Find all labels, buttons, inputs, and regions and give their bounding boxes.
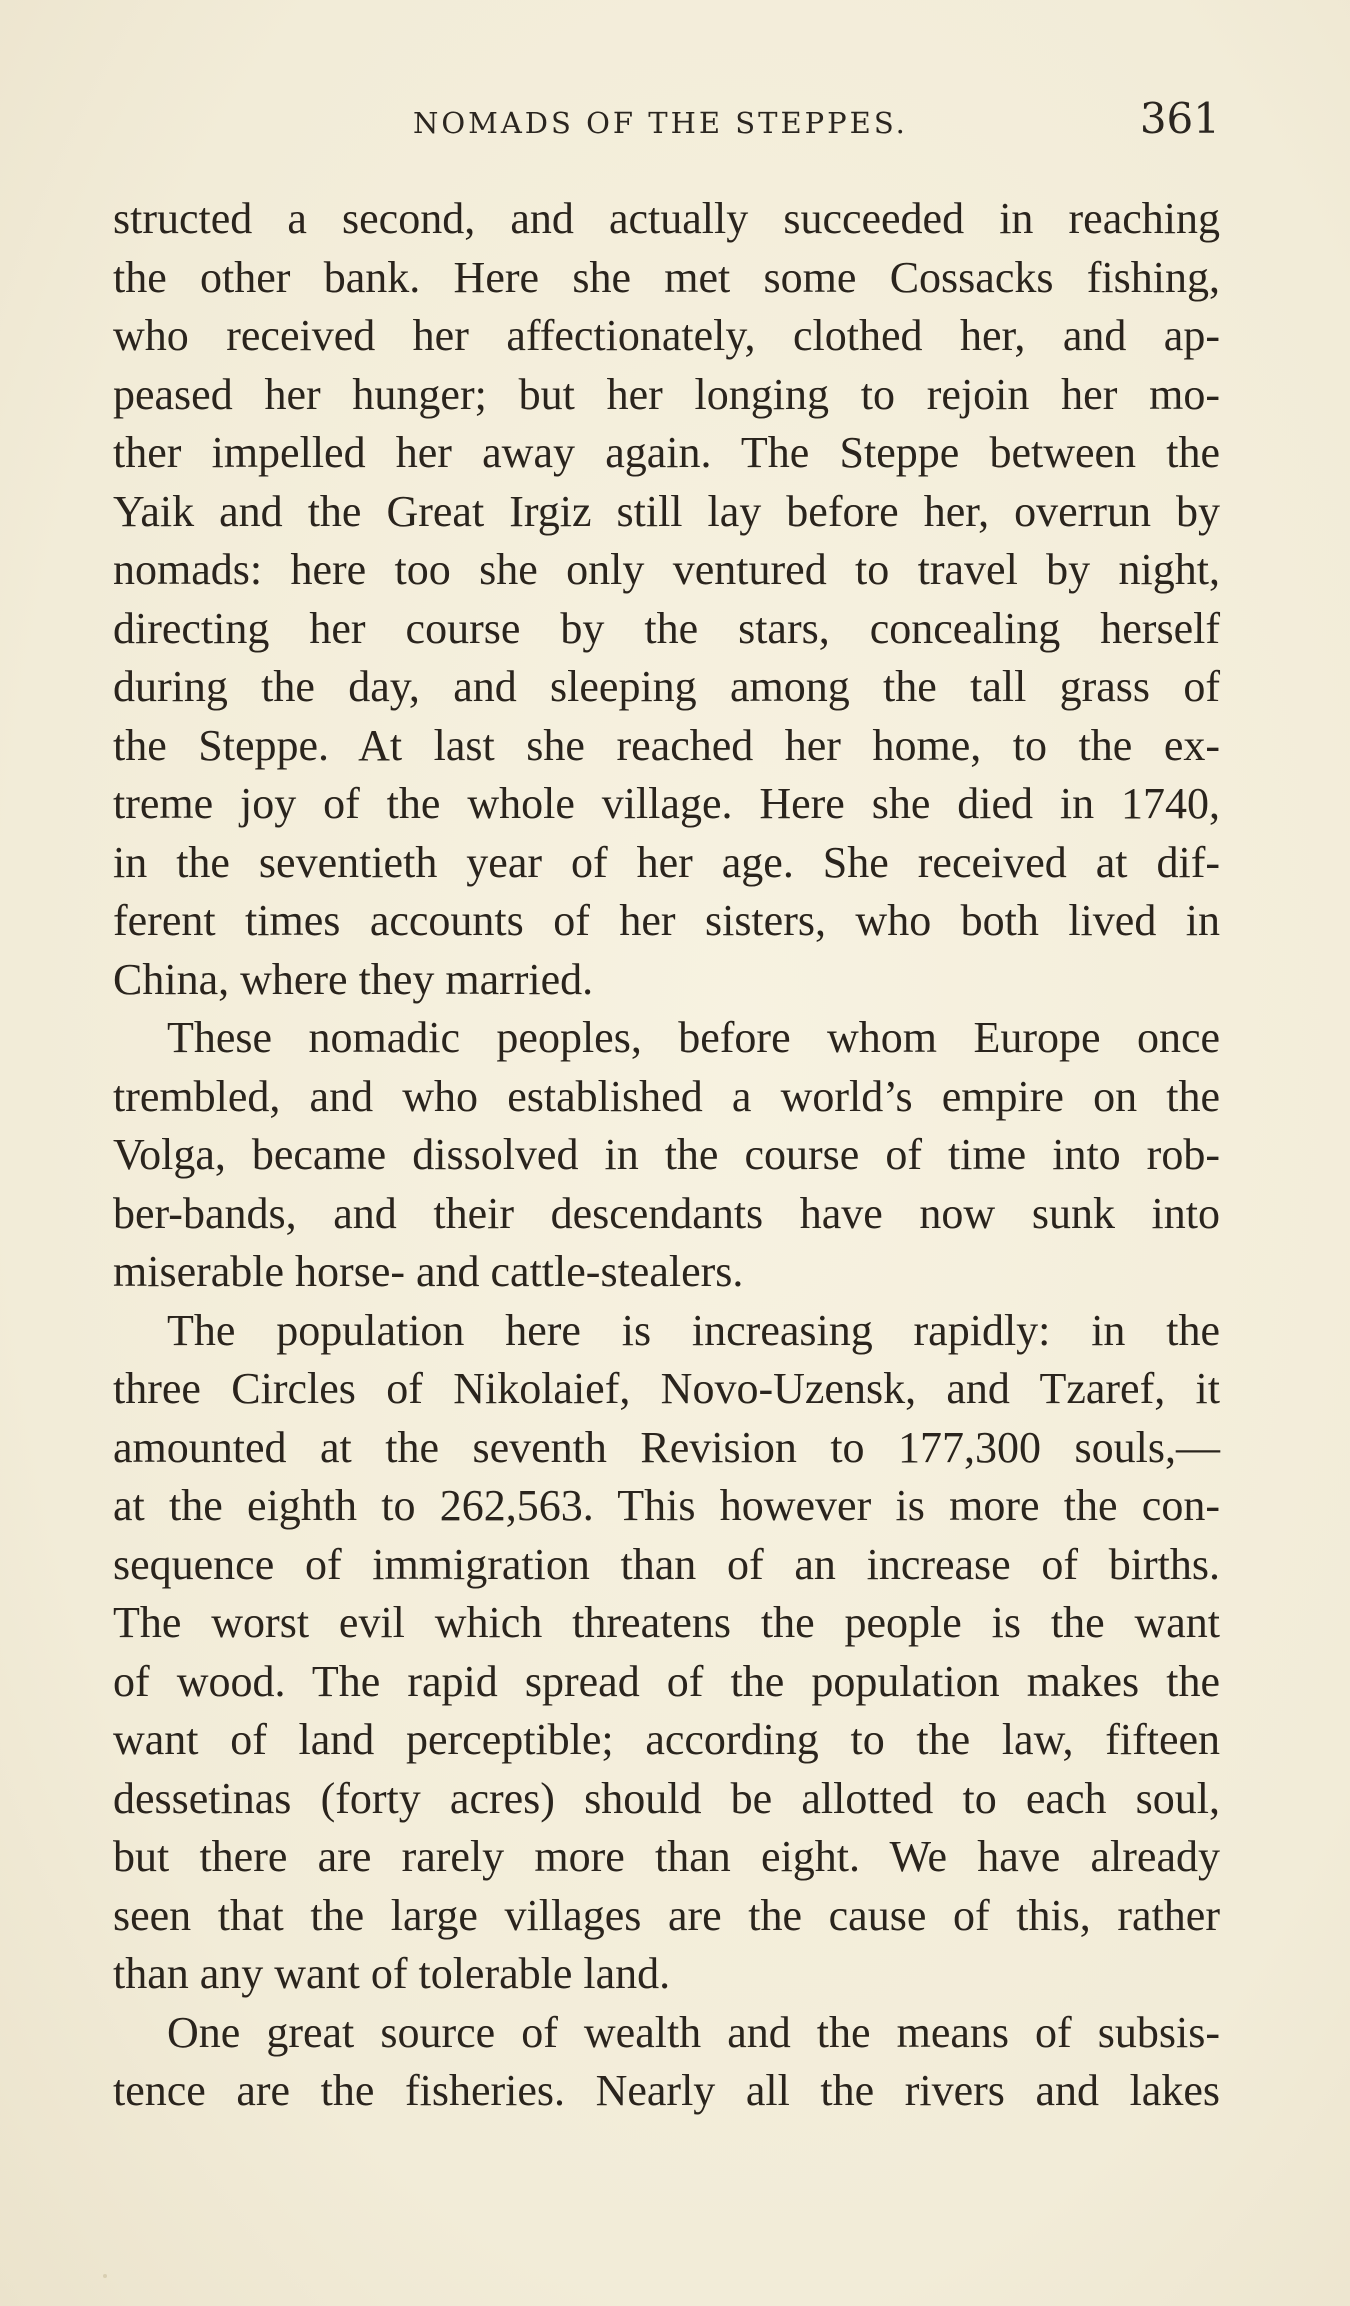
- text-line: nomads: here too she only ventured to travel by night,: [113, 545, 1220, 594]
- text-line: treme joy of the whole village. Here she died in 1740,: [113, 779, 1220, 828]
- text-line: want of land perceptible; according to the law, fifteen: [113, 1715, 1220, 1764]
- text-line: dessetinas (forty acres) should be allotted to each soul,: [113, 1773, 1220, 1823]
- text-line: than any want of tolerable land.: [113, 1949, 671, 1998]
- text-line: trembled, and who established a world’s empire on the: [113, 1071, 1220, 1121]
- text-line: structed a second, and actually succeeded in reaching: [113, 194, 1220, 243]
- text-line: Yaik and the Great Irgiz still lay before her, overrun by: [113, 486, 1220, 536]
- text-line: ther impelled her away again. The Steppe between the: [113, 428, 1220, 477]
- running-head: NOMADS OF THE STEPPES.: [413, 106, 908, 140]
- text-line: the other bank. Here she met some Cossacks fishing,: [113, 252, 1220, 302]
- page-number: 361: [1139, 94, 1220, 143]
- text-line: China, where they married.: [113, 954, 594, 1004]
- text-line: seen that the large villages are the cause of this, rather: [113, 1890, 1220, 1940]
- text-line: but there are rarely more than eight. We have already: [113, 1832, 1220, 1881]
- paper-speck: [103, 2274, 107, 2278]
- text-line: The worst evil which threatens the people is the want: [113, 1598, 1220, 1647]
- text-line: ferent times accounts of her sisters, who both lived in: [113, 896, 1220, 945]
- text-line: One great source of wealth and the means of subsis-: [167, 2007, 1220, 2057]
- text-line: amounted at the seventh Revision to 177,300 souls,—: [113, 1422, 1220, 1472]
- page-header: [113, 92, 1220, 152]
- text-line: during the day, and sleeping among the tall grass of: [113, 662, 1220, 711]
- text-line: who received her affectionately, clothed her, and ap-: [113, 311, 1220, 360]
- text-line: the Steppe. At last she reached her home, to the ex-: [113, 720, 1220, 770]
- text-line: at the eighth to 262,563. This however is more the con-: [113, 1481, 1220, 1530]
- text-line: in the seventieth year of her age. She received at dif-: [113, 837, 1220, 887]
- text-line: directing her course by the stars, concealing herself: [113, 603, 1220, 653]
- text-line: of wood. The rapid spread of the population makes the: [113, 1656, 1220, 1706]
- text-line: Volga, became dissolved in the course of time into rob-: [113, 1130, 1220, 1179]
- text-line: These nomadic peoples, before whom Europe once: [167, 1013, 1220, 1062]
- paragraph: [113, 1302, 1220, 2004]
- text-line: miserable horse- and cattle-stealers.: [113, 1247, 744, 1296]
- paragraph: [113, 2004, 1220, 2121]
- text-line: three Circles of Nikolaief, Novo-Uzensk, and Tzaref, it: [113, 1364, 1220, 1413]
- paragraph: [113, 1009, 1220, 1302]
- paragraph: [113, 190, 1220, 1009]
- text-line: sequence of immigration than of an increase of births.: [113, 1539, 1220, 1589]
- text-line: ber-bands, and their descendants have now sunk into: [113, 1188, 1220, 1238]
- text-line: The population here is increasing rapidly: in the: [167, 1305, 1220, 1355]
- text-line: peased her hunger; but her longing to rejoin her mo-: [113, 369, 1220, 419]
- body-text: [113, 190, 1220, 2121]
- text-line: tence are the fisheries. Nearly all the rivers and lakes: [113, 2066, 1220, 2115]
